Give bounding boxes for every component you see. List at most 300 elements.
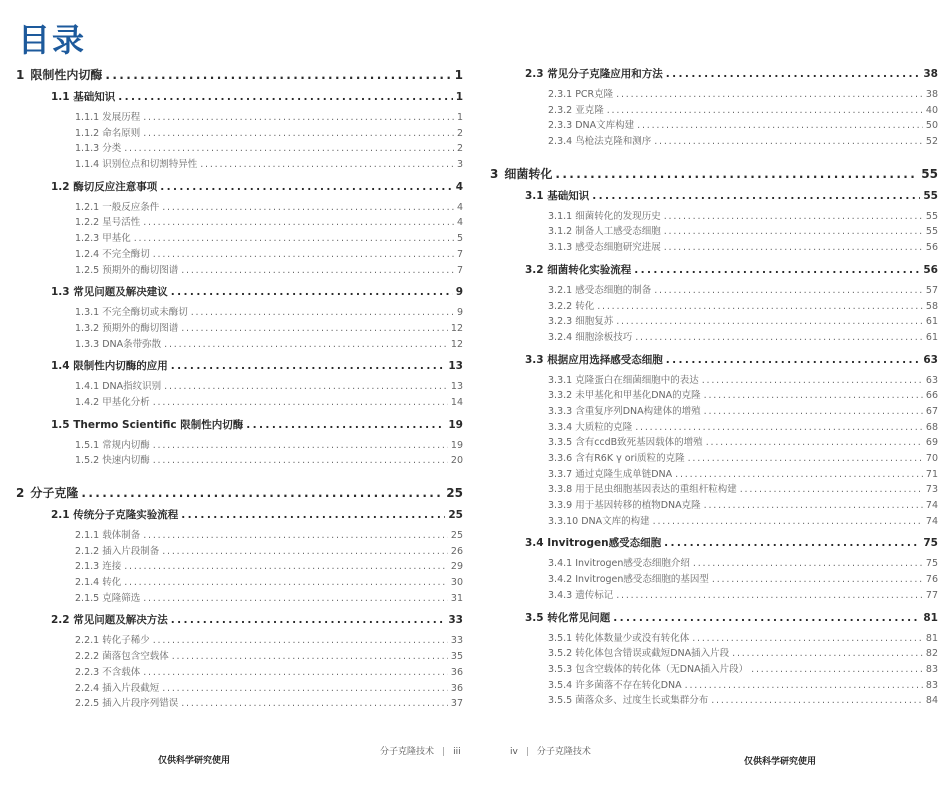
toc-subsection[interactable] xyxy=(16,695,463,711)
toc-dot-leader xyxy=(654,285,923,296)
toc-dot-leader xyxy=(702,375,923,386)
toc-section[interactable] xyxy=(490,262,938,282)
toc-subsection[interactable] xyxy=(16,156,463,172)
toc-dot-leader xyxy=(143,593,448,604)
toc-entry-label: 3.5.2 转化体包含错误或截短DNA插入片段 xyxy=(548,648,730,660)
toc-dot-leader xyxy=(664,226,923,237)
toc-dot-leader xyxy=(124,561,448,572)
footer-book-title: 分子克隆技术 xyxy=(536,747,591,757)
toc-entry-label: 3.1.3 感受态细胞研究进展 xyxy=(548,242,661,254)
footer-separator: | xyxy=(525,747,529,757)
toc-page-number: 55 xyxy=(921,166,938,181)
footer-page-number: iv xyxy=(510,747,518,757)
toc-subsection[interactable] xyxy=(490,434,938,450)
toc-subsection[interactable] xyxy=(16,574,463,590)
toc-entry-label: 2.2.5 插入片段序列错误 xyxy=(75,698,179,710)
toc-entry-label: 2.2 常见问题及解决方法 xyxy=(51,614,168,627)
toc-dot-leader xyxy=(162,202,454,213)
toc-dot-leader xyxy=(160,181,452,193)
toc-entry-label: 3.3.10 DNA文库的构建 xyxy=(548,515,650,527)
toc-dot-leader xyxy=(153,455,448,466)
toc-dot-leader xyxy=(675,469,923,480)
toc-chapter[interactable] xyxy=(490,165,938,185)
toc-page-number: 81 xyxy=(925,632,938,644)
toc-entry-label: 3.3.8 用于昆虫细胞基因表达的重组杆粒构建 xyxy=(548,484,737,496)
toc-entry-label: 3.3.1 克隆蛋白在细菌细胞中的表达 xyxy=(548,374,699,386)
toc-entry-label: 限制性内切酶 xyxy=(30,68,103,82)
toc-subsection[interactable] xyxy=(490,86,938,102)
footer-separator: | xyxy=(442,747,446,757)
toc-dot-leader xyxy=(693,558,923,569)
toc-subsection[interactable] xyxy=(490,555,938,571)
toc-entry-label: 1.1.3 分类 xyxy=(75,143,122,155)
toc-page-number: 68 xyxy=(925,421,938,433)
toc-page-number: 52 xyxy=(925,136,938,148)
toc-section[interactable] xyxy=(16,284,463,304)
toc-entry-label: 2.3.1 PCR克隆 xyxy=(548,89,614,100)
toc-subsection[interactable] xyxy=(490,223,938,239)
toc-subsection[interactable] xyxy=(490,466,938,482)
toc-section[interactable] xyxy=(490,535,938,555)
toc-dot-leader xyxy=(153,397,448,408)
toc-dot-leader xyxy=(706,437,923,448)
toc-page-number: 1 xyxy=(454,68,463,82)
toc-page-number: 38 xyxy=(925,89,938,100)
toc-page-number: 35 xyxy=(450,651,463,663)
toc-subsection[interactable] xyxy=(490,645,938,661)
toc-subsection[interactable] xyxy=(490,513,938,529)
toc-subsection[interactable] xyxy=(16,590,463,606)
toc-subsection[interactable] xyxy=(16,109,463,125)
toc-dot-leader xyxy=(664,537,920,549)
toc-entry-label: 1.3.1 不完全酶切或未酶切 xyxy=(75,307,188,319)
toc-section[interactable] xyxy=(16,507,463,527)
toc-page-number: 25 xyxy=(448,509,463,521)
toc-entry-label: 1.3.3 DNA条带弥散 xyxy=(75,338,162,350)
toc-dot-leader xyxy=(688,453,923,464)
toc-dot-leader xyxy=(181,265,454,276)
toc-dot-leader xyxy=(685,680,923,691)
toc-column-right xyxy=(490,66,938,708)
page-title: 目录 xyxy=(18,21,87,59)
toc-entry-label: 3.3.6 含有R6K γ ori质粒的克隆 xyxy=(548,453,685,464)
toc-page-number: 2 xyxy=(456,143,463,155)
toc-subsection[interactable] xyxy=(490,133,938,149)
toc-page-number: 77 xyxy=(925,589,938,601)
toc-page-number: 61 xyxy=(925,331,938,343)
toc-page-number: 7 xyxy=(456,248,463,260)
toc-dot-leader xyxy=(162,546,448,557)
toc-page-number: 57 xyxy=(925,284,938,296)
toc-page-number: 63 xyxy=(923,353,938,366)
toc-chapter-number: 3 xyxy=(490,166,499,181)
toc-entry-label: 3.1.2 制备人工感受态细胞 xyxy=(548,226,661,238)
toc-page-number: 1 xyxy=(455,91,463,103)
toc-page-number: 4 xyxy=(455,180,463,193)
toc-chapter[interactable] xyxy=(16,66,463,86)
toc-entry-label: 3.4.2 Invitrogen感受态细胞的基因型 xyxy=(548,574,709,586)
toc-entry-label: 分子克隆 xyxy=(30,486,79,500)
toc-subsection[interactable] xyxy=(16,199,463,215)
toc-subsection[interactable] xyxy=(16,378,463,394)
toc-page-number: 66 xyxy=(925,390,938,402)
toc-section[interactable] xyxy=(16,358,463,378)
toc-page-number: 31 xyxy=(450,592,463,604)
toc-dot-leader xyxy=(592,190,920,202)
toc-chapter-number: 1 xyxy=(16,68,25,82)
footer-left-page-label xyxy=(380,744,461,757)
toc-entry-label: 细菌转化 xyxy=(504,166,553,181)
toc-entry-label: 1.1 基础知识 xyxy=(51,91,116,103)
footer-right-page-label xyxy=(510,744,591,757)
toc-dot-leader xyxy=(751,664,923,675)
toc-dot-leader xyxy=(171,614,446,626)
toc-subsection[interactable] xyxy=(490,677,938,693)
toc-dot-leader xyxy=(171,360,446,372)
toc-page-number: 33 xyxy=(450,635,463,647)
toc-entry-label: 2.1.5 克隆筛选 xyxy=(75,592,141,604)
toc-subsection[interactable] xyxy=(490,372,938,388)
toc-subsection[interactable] xyxy=(16,437,463,453)
toc-page-number: 7 xyxy=(456,264,463,276)
toc-entry-label: 3.4.1 Invitrogen感受态细胞介绍 xyxy=(548,558,690,570)
toc-subsection[interactable] xyxy=(16,664,463,680)
toc-dot-leader xyxy=(666,68,921,80)
toc-dot-leader xyxy=(555,167,918,181)
toc-page-number: 5 xyxy=(456,233,463,245)
footer-book-title: 分子克隆技术 xyxy=(380,747,435,757)
toc-dot-leader xyxy=(635,422,923,433)
toc-page-number: 40 xyxy=(925,104,938,116)
toc-page-number: 75 xyxy=(925,558,938,570)
toc-page-number: 38 xyxy=(923,68,938,80)
toc-entry-label: 2.2.2 菌落包含空载体 xyxy=(75,651,169,663)
toc-entry-label: 2.1.1 载体制备 xyxy=(75,530,141,541)
toc-entry-label: 1.5.1 常规内切酶 xyxy=(75,439,150,451)
toc-page-number: 9 xyxy=(455,286,463,299)
toc-dot-leader xyxy=(616,316,923,327)
toc-subsection[interactable] xyxy=(16,452,463,468)
footer-page-number: iii xyxy=(453,747,461,757)
toc-page-number: 56 xyxy=(923,263,938,276)
toc-entry-label: 3.2 细菌转化实验流程 xyxy=(525,263,632,276)
toc-subsection[interactable] xyxy=(490,329,938,345)
toc-entry-label: 2.2.3 不含载体 xyxy=(75,666,141,678)
toc-entry-label: 3.1 基础知识 xyxy=(525,189,590,202)
toc-entry-label: 2.1.3 连接 xyxy=(75,561,122,573)
toc-page-number: 75 xyxy=(923,537,938,550)
toc-entry-label: 2.1.4 转化 xyxy=(75,577,122,589)
toc-dot-leader xyxy=(664,211,923,222)
toc-entry-label: 1.2 酶切反应注意事项 xyxy=(51,180,158,193)
toc-entry-label: 2.3.2 亚克隆 xyxy=(548,104,604,116)
toc-column-left xyxy=(16,66,463,711)
toc-page-number: 50 xyxy=(925,120,938,132)
toc-dot-leader xyxy=(191,307,454,318)
toc-subsection[interactable] xyxy=(490,403,938,419)
toc-dot-leader xyxy=(164,339,448,350)
toc-dot-leader xyxy=(143,128,454,139)
toc-page-number: 25 xyxy=(450,530,463,541)
toc-entry-label: 1.5 Thermo Scientific 限制性内切酶 xyxy=(51,418,244,431)
toc-entry-label: 2.3.4 鸟枪法克隆和测序 xyxy=(548,136,652,148)
toc-subsection[interactable] xyxy=(16,543,463,559)
toc-subsection[interactable] xyxy=(490,239,938,255)
toc-entry-label: 2.2.4 插入片段截短 xyxy=(75,682,160,694)
toc-dot-leader xyxy=(181,323,448,334)
toc-page-number: 61 xyxy=(925,316,938,328)
toc-dot-leader xyxy=(616,590,923,601)
toc-entry-label: 3.5.4 许多菌落不存在转化DNA xyxy=(548,679,682,691)
toc-dot-leader xyxy=(613,612,920,624)
toc-page-number: 33 xyxy=(448,614,463,627)
toc-entry-label: 3.4.3 遗传标记 xyxy=(548,589,614,601)
toc-dot-leader xyxy=(711,695,923,706)
toc-dot-leader xyxy=(607,105,923,116)
toc-dot-leader xyxy=(666,354,921,366)
toc-entry-label: 2.1 传统分子克隆实验流程 xyxy=(51,509,179,521)
toc-subsection[interactable] xyxy=(490,692,938,708)
toc-section[interactable] xyxy=(16,417,463,437)
toc-entry-label: 3.5 转化常见问题 xyxy=(525,611,611,624)
toc-entry-label: 3.3.4 大质粒的克隆 xyxy=(548,421,633,433)
toc-entry-label: 3.2.4 细胞涂板技巧 xyxy=(548,331,633,343)
toc-entry-label: 3.3.9 用于基因转移的植物DNA克隆 xyxy=(548,500,701,512)
toc-subsection[interactable] xyxy=(16,648,463,664)
toc-page-number: 83 xyxy=(925,679,938,691)
toc-subsection[interactable] xyxy=(490,313,938,329)
toc-dot-leader xyxy=(124,143,454,154)
toc-page-number: 73 xyxy=(925,484,938,496)
toc-entry-label: 3.2.2 转化 xyxy=(548,300,595,312)
toc-dot-leader xyxy=(153,440,448,451)
toc-page-number: 13 xyxy=(450,381,463,393)
toc-entry-label: 1.2.3 甲基化 xyxy=(75,233,131,245)
toc-entry-label: 3.4 Invitrogen感受态细胞 xyxy=(525,537,662,550)
toc-dot-leader xyxy=(692,633,923,644)
toc-dot-leader xyxy=(172,651,448,662)
toc-subsection[interactable] xyxy=(16,125,463,141)
toc-entry-label: 3.2.1 感受态细胞的制备 xyxy=(548,284,652,296)
toc-entry-label: 1.2.1 一般反应条件 xyxy=(75,201,160,213)
toc-dot-leader xyxy=(637,120,923,131)
toc-page-number: 13 xyxy=(448,360,463,373)
toc-page-number: 36 xyxy=(450,682,463,694)
toc-subsection[interactable] xyxy=(490,208,938,224)
toc-dot-leader xyxy=(654,136,923,147)
toc-page-number: 82 xyxy=(925,648,938,660)
toc-page-number: 26 xyxy=(450,545,463,557)
toc-subsection[interactable] xyxy=(490,587,938,603)
toc-subsection[interactable] xyxy=(16,140,463,156)
toc-entry-label: 3.3.5 含有ccdB致死基因载体的增殖 xyxy=(548,437,703,449)
toc-dot-leader xyxy=(704,500,923,511)
toc-section[interactable] xyxy=(490,352,938,372)
toc-entry-label: 1.1.2 命名原则 xyxy=(75,127,141,139)
toc-entry-label: 1.2.4 不完全酶切 xyxy=(75,248,150,260)
toc-subsection[interactable] xyxy=(16,680,463,696)
toc-dot-leader xyxy=(153,249,454,260)
toc-section[interactable] xyxy=(16,612,463,632)
toc-entry-label: 1.2.2 星号活性 xyxy=(75,217,141,229)
toc-page-number: 74 xyxy=(925,515,938,527)
toc-dot-leader xyxy=(740,484,923,495)
toc-entry-label: 3.3 根据应用选择感受态细胞 xyxy=(525,353,663,366)
toc-dot-leader xyxy=(143,530,448,541)
toc-subsection[interactable] xyxy=(490,630,938,646)
toc-dot-leader xyxy=(143,667,448,678)
toc-page-number: 84 xyxy=(925,695,938,707)
toc-entry-label: 3.5.1 转化体数量少或没有转化体 xyxy=(548,632,690,644)
toc-entry-label: 1.1.1 发展历程 xyxy=(75,112,141,123)
toc-entry-label: 2.2.1 转化子稀少 xyxy=(75,635,150,647)
toc-subsection[interactable] xyxy=(490,571,938,587)
toc-subsection[interactable] xyxy=(490,387,938,403)
toc-subsection[interactable] xyxy=(490,102,938,118)
toc-entry-label: 2.3.3 DNA文库构建 xyxy=(548,120,635,132)
toc-dot-leader xyxy=(200,159,454,170)
toc-entry-label: 1.1.4 识别位点和切割特异性 xyxy=(75,159,198,171)
toc-page-number: 71 xyxy=(925,468,938,480)
toc-page-number: 37 xyxy=(450,698,463,710)
toc-entry-label: 1.5.2 快速内切酶 xyxy=(75,455,150,467)
toc-entry-label: 1.4.1 DNA指纹识别 xyxy=(75,381,162,393)
toc-page-number: 9 xyxy=(456,307,463,319)
toc-subsection[interactable] xyxy=(16,230,463,246)
toc-entry-label: 1.2.5 预期外的酶切图谱 xyxy=(75,264,179,276)
toc-dot-leader xyxy=(118,91,452,103)
toc-dot-leader xyxy=(105,68,451,82)
toc-subsection[interactable] xyxy=(490,661,938,677)
toc-section[interactable] xyxy=(16,89,463,109)
toc-page-number: 83 xyxy=(925,663,938,675)
toc-page-number: 4 xyxy=(456,217,463,229)
toc-chapter-number: 2 xyxy=(16,486,25,500)
toc-subsection[interactable] xyxy=(16,394,463,410)
footer-research-note: 仅供科学研究使用 xyxy=(158,756,231,766)
toc-page-number: 55 xyxy=(923,189,938,202)
toc-dot-leader xyxy=(712,574,923,585)
toc-dot-leader xyxy=(664,242,923,253)
toc-dot-leader xyxy=(732,648,923,659)
toc-dot-leader xyxy=(181,509,445,521)
footer-research-note: 仅供科学研究使用 xyxy=(744,757,817,767)
toc-page-number: 69 xyxy=(925,437,938,449)
toc-dot-leader xyxy=(635,332,923,343)
toc-page-number: 14 xyxy=(450,396,463,408)
toc-subsection[interactable] xyxy=(490,481,938,497)
toc-page-number: 67 xyxy=(925,405,938,417)
toc-page-number: 1 xyxy=(456,112,463,123)
toc-entry-label: 3.3.7 通过克隆生成单链DNA xyxy=(548,468,673,480)
toc-page-number: 74 xyxy=(925,500,938,512)
toc-page-number: 70 xyxy=(925,453,938,464)
toc-subsection[interactable] xyxy=(490,117,938,133)
toc-dot-leader xyxy=(124,577,448,588)
toc-page-number: 12 xyxy=(450,322,463,334)
toc-dot-leader xyxy=(162,683,448,694)
toc-entry-label: 1.4 限制性内切酶的应用 xyxy=(51,360,168,373)
toc-dot-leader xyxy=(616,89,923,100)
toc-subsection[interactable] xyxy=(16,214,463,230)
toc-section[interactable] xyxy=(16,179,463,199)
toc-section[interactable] xyxy=(490,66,938,86)
toc-entry-label: 3.3.2 未甲基化和甲基化DNA的克隆 xyxy=(548,390,701,402)
toc-entry-label: 2.1.2 插入片段制备 xyxy=(75,545,160,557)
toc-entry-label: 2.3 常见分子克隆应用和方法 xyxy=(525,68,663,80)
toc-entry-label: 1.3.2 预期外的酶切图谱 xyxy=(75,322,179,334)
toc-page-number: 58 xyxy=(925,300,938,312)
toc-subsection[interactable] xyxy=(490,298,938,314)
toc-subsection[interactable] xyxy=(490,497,938,513)
toc-entry-label: 3.2.3 细胞复苏 xyxy=(548,316,614,328)
toc-chapter[interactable] xyxy=(16,484,463,504)
toc-page-number: 19 xyxy=(450,439,463,451)
toc-subsection[interactable] xyxy=(16,558,463,574)
toc-entry-label: 3.5.5 菌落众多、过度生长或集群分布 xyxy=(548,695,709,707)
toc-page-number: 25 xyxy=(446,486,463,500)
toc-page-number: 2 xyxy=(456,127,463,139)
toc-section[interactable] xyxy=(490,188,938,208)
toc-dot-leader xyxy=(246,419,445,431)
toc-dot-leader xyxy=(143,217,454,228)
toc-subsection[interactable] xyxy=(16,262,463,278)
toc-page-number: 55 xyxy=(925,226,938,238)
toc-page-number: 29 xyxy=(450,561,463,573)
toc-page-number: 36 xyxy=(450,666,463,678)
toc-page-number: 19 xyxy=(448,418,463,431)
toc-dot-leader xyxy=(134,233,454,244)
toc-subsection[interactable] xyxy=(490,282,938,298)
toc-subsection[interactable] xyxy=(490,419,938,435)
toc-page-number: 30 xyxy=(450,577,463,589)
toc-entry-label: 1.4.2 甲基化分析 xyxy=(75,396,150,408)
toc-dot-leader xyxy=(171,286,453,298)
toc-section[interactable] xyxy=(490,610,938,630)
toc-subsection[interactable] xyxy=(16,320,463,336)
toc-page-number: 4 xyxy=(456,201,463,213)
toc-subsection[interactable] xyxy=(490,450,938,466)
toc-page-number: 12 xyxy=(450,338,463,350)
toc-dot-leader xyxy=(153,635,448,646)
toc-page-number: 76 xyxy=(925,574,938,586)
toc-entry-label: 3.5.3 包含空载体的转化体（无DNA插入片段） xyxy=(548,663,749,675)
toc-subsection[interactable] xyxy=(16,336,463,352)
toc-page-number: 20 xyxy=(450,455,463,467)
toc-entry-label: 1.3 常见问题及解决建议 xyxy=(51,286,168,299)
toc-page-number: 56 xyxy=(925,242,938,254)
toc-page-number: 55 xyxy=(925,210,938,222)
toc-dot-leader xyxy=(164,381,448,392)
toc-dot-leader xyxy=(143,112,454,123)
toc-page-number: 63 xyxy=(925,374,938,386)
toc-subsection[interactable] xyxy=(16,246,463,262)
toc-entry-label: 3.3.3 含重复序列DNA构建体的增殖 xyxy=(548,405,701,417)
toc-dot-leader xyxy=(653,516,923,527)
toc-subsection[interactable] xyxy=(16,527,463,543)
toc-page-number: 3 xyxy=(456,159,463,171)
toc-subsection[interactable] xyxy=(16,632,463,648)
toc-subsection[interactable] xyxy=(16,304,463,320)
toc-dot-leader xyxy=(181,698,448,709)
toc-dot-leader xyxy=(704,390,923,401)
toc-dot-leader xyxy=(634,264,920,276)
toc-entry-label: 3.1.1 细菌转化的发现历史 xyxy=(548,210,661,222)
toc-page-number: 81 xyxy=(923,611,938,624)
toc-dot-leader xyxy=(597,301,923,312)
toc-dot-leader xyxy=(704,406,923,417)
toc-dot-leader xyxy=(81,486,443,500)
